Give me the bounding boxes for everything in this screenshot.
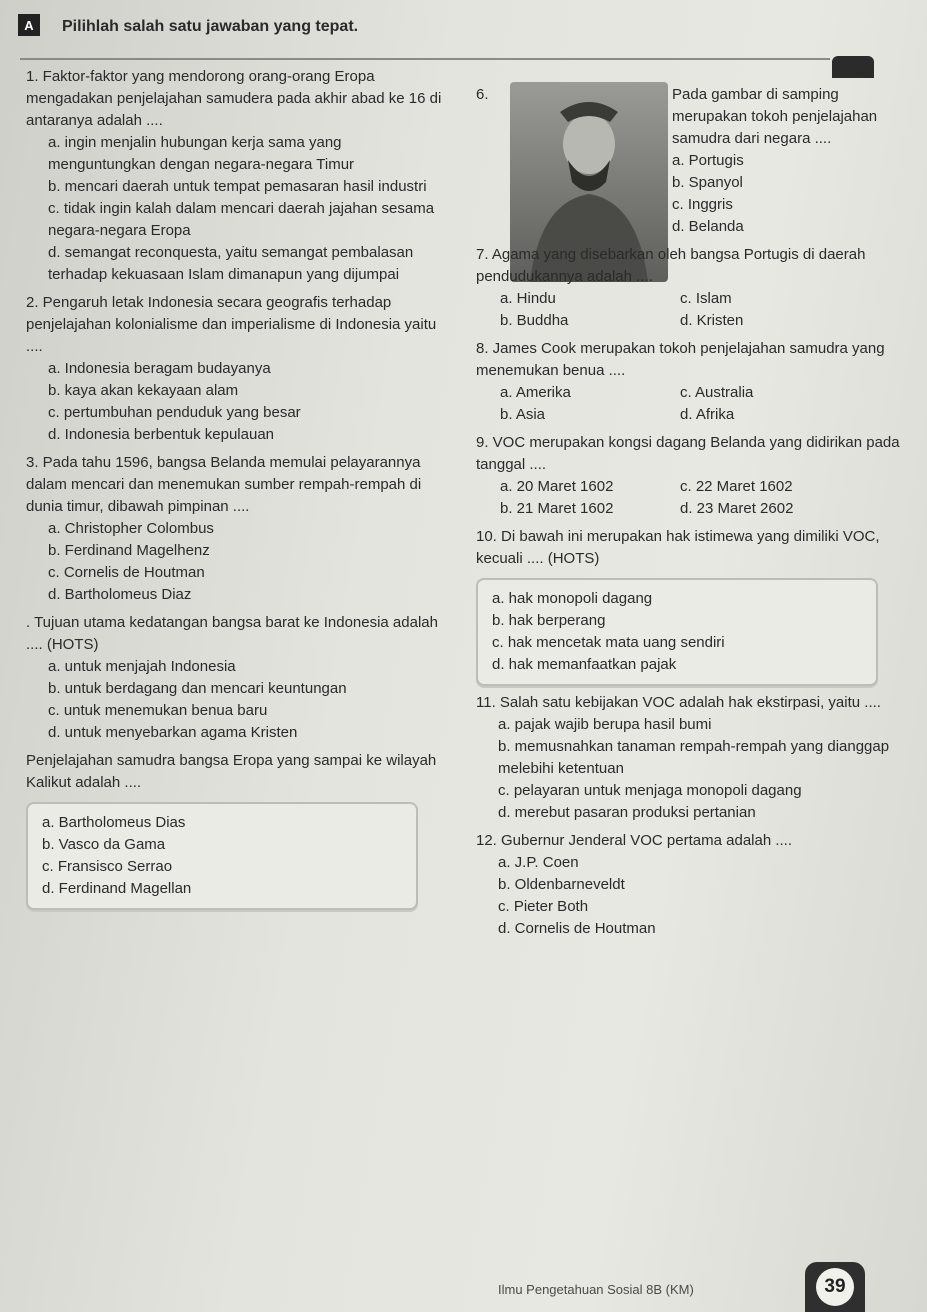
- page-number: 39: [816, 1268, 854, 1306]
- question-8-stem: 8. James Cook merupakan tokoh penjelajahan samudra yang menemukan benua ....: [476, 340, 885, 379]
- page-number-tab: [805, 1262, 865, 1312]
- question-10-option-d[interactable]: d. hak memanfaatkan pajak: [492, 656, 677, 673]
- question-11-option-b[interactable]: b. memusnahkan tanaman rempah-rempah yang dianggap melebihi ketentuan: [498, 738, 890, 777]
- question-10-stem: 10. Di bawah ini merupakan hak istimewa yang dimiliki VOC, kecuali .... (HOTS): [476, 528, 880, 567]
- question-12-option-d[interactable]: d. Cornelis de Houtman: [498, 920, 656, 937]
- question-1-stem: 1. Faktor-faktor yang mendorong orang-orang Eropa mengadakan penjelajahan samudera pada akhir abad ke 16 di antaranya adalah ....: [26, 68, 442, 129]
- question-11-option-a[interactable]: a. pajak wajib berupa hasil bumi: [498, 716, 712, 733]
- question-9-stem: 9. VOC merupakan kongsi dagang Belanda yang didirikan pada tanggal ....: [476, 434, 900, 473]
- question-3-option-d[interactable]: d. Bartholomeus Diaz: [48, 586, 192, 603]
- question-7-option-c[interactable]: c. Islam: [680, 290, 732, 307]
- question-5-stem: Penjelajahan samudra bangsa Eropa yang sampai ke wilayah Kalikut adalah ....: [26, 752, 437, 791]
- instruction-title: Pilihlah salah satu jawaban yang tepat.: [62, 18, 359, 35]
- question-1: [26, 66, 446, 286]
- question-9: [476, 432, 916, 520]
- question-4-option-b[interactable]: b. untuk berdagang dan mencari keuntungan: [48, 680, 347, 697]
- question-4: [26, 612, 446, 744]
- question-2: [26, 292, 446, 446]
- question-6-number: 6.: [476, 86, 489, 103]
- question-12-option-b[interactable]: b. Oldenbarneveldt: [498, 876, 625, 893]
- question-3: [26, 452, 446, 606]
- question-6: [476, 84, 916, 238]
- question-11-option-c[interactable]: c. pelayaran untuk menjaga monopoli dagang: [498, 782, 802, 799]
- question-6-option-d[interactable]: d. Belanda: [672, 218, 744, 235]
- question-10-option-b[interactable]: b. hak berperang: [492, 612, 606, 629]
- question-11-option-d[interactable]: d. merebut pasaran produksi pertanian: [498, 804, 756, 821]
- question-8: [476, 338, 916, 426]
- question-7: [476, 244, 916, 332]
- question-5-option-d[interactable]: d. Ferdinand Magellan: [42, 880, 192, 897]
- question-10: [476, 526, 916, 686]
- question-1-option-d[interactable]: d. semangat reconquesta, yaitu semangat pembalasan terhadap kekuasaan Islam dimanapun yang dijumpai: [48, 244, 414, 283]
- question-12-option-a[interactable]: a. J.P. Coen: [498, 854, 579, 871]
- question-6-option-c[interactable]: c. Inggris: [672, 196, 733, 213]
- question-9-option-c[interactable]: c. 22 Maret 1602: [680, 478, 793, 495]
- question-4-option-c[interactable]: c. untuk menemukan benua baru: [48, 702, 268, 719]
- question-5-options-box: [26, 802, 418, 910]
- question-3-option-b[interactable]: b. Ferdinand Magelhenz: [48, 542, 210, 559]
- question-4-option-d[interactable]: d. untuk menyebarkan agama Kristen: [48, 724, 298, 741]
- question-6-stem: Pada gambar di samping merupakan tokoh penjelajahan samudra dari negara ....: [672, 86, 878, 147]
- question-4-option-a[interactable]: a. untuk menjajah Indonesia: [48, 658, 236, 675]
- question-10-option-c[interactable]: c. hak mencetak mata uang sendiri: [492, 634, 725, 651]
- question-8-option-d[interactable]: d. Afrika: [680, 406, 735, 423]
- section-badge: A: [18, 14, 40, 36]
- question-9-option-b[interactable]: b. 21 Maret 1602: [500, 500, 614, 517]
- question-5-option-c[interactable]: c. Fransisco Serrao: [42, 858, 173, 875]
- question-2-option-d[interactable]: d. Indonesia berbentuk kepulauan: [48, 426, 275, 443]
- header-rule: [20, 58, 830, 60]
- question-11: [476, 692, 916, 824]
- question-8-option-a[interactable]: a. Amerika: [500, 384, 571, 401]
- question-12-stem: 12. Gubernur Jenderal VOC pertama adalah ....: [476, 832, 793, 849]
- question-12-option-c[interactable]: c. Pieter Both: [498, 898, 589, 915]
- corner-tab: [832, 56, 874, 78]
- question-3-stem: 3. Pada tahu 1596, bangsa Belanda memulai pelayarannya dalam mencari dan menemukan sumber rempah-rempah di dunia timur, dibawah pimpinan ....: [26, 454, 422, 515]
- left-column: [26, 66, 446, 916]
- question-7-option-b[interactable]: b. Buddha: [500, 312, 569, 329]
- question-5: [26, 750, 446, 910]
- question-8-option-c[interactable]: c. Australia: [680, 384, 754, 401]
- question-2-option-a[interactable]: a. Indonesia beragam budayanya: [48, 360, 271, 377]
- question-10-option-a[interactable]: a. hak monopoli dagang: [492, 590, 653, 607]
- question-1-option-a[interactable]: a. ingin menjalin hubungan kerja sama yang menguntungkan dengan negara-negara Timur: [48, 134, 355, 173]
- question-8-option-b[interactable]: b. Asia: [500, 406, 546, 423]
- question-7-option-a[interactable]: a. Hindu: [500, 290, 556, 307]
- question-6-option-b[interactable]: b. Spanyol: [672, 174, 743, 191]
- question-3-option-c[interactable]: c. Cornelis de Houtman: [48, 564, 205, 581]
- question-6-option-a[interactable]: a. Portugis: [672, 152, 744, 169]
- question-12: [476, 830, 916, 940]
- question-9-option-d[interactable]: d. 23 Maret 2602: [680, 500, 794, 517]
- question-1-option-b[interactable]: b. mencari daerah untuk tempat pemasaran hasil industri: [48, 178, 427, 195]
- right-column: [476, 84, 916, 946]
- question-2-option-b[interactable]: b. kaya akan kekayaan alam: [48, 382, 239, 399]
- question-5-option-b[interactable]: b. Vasco da Gama: [42, 836, 166, 853]
- question-2-stem: 2. Pengaruh letak Indonesia secara geografis terhadap penjelajahan kolonialisme dan imperialisme di Indonesia yaitu ....: [26, 294, 437, 355]
- question-11-stem: 11. Salah satu kebijakan VOC adalah hak ekstirpasi, yaitu ....: [476, 694, 881, 711]
- book-title-footer: Ilmu Pengetahuan Sosial 8B (KM): [498, 1282, 694, 1297]
- question-9-option-a[interactable]: a. 20 Maret 1602: [500, 478, 614, 495]
- question-7-stem: 7. Agama yang disebarkan oleh bangsa Portugis di daerah pendudukannya adalah ....: [476, 246, 866, 285]
- question-2-option-c[interactable]: c. pertumbuhan penduduk yang besar: [48, 404, 301, 421]
- question-3-option-a[interactable]: a. Christopher Colombus: [48, 520, 214, 537]
- question-10-options-box: [476, 578, 878, 686]
- question-1-option-c[interactable]: c. tidak ingin kalah dalam mencari daerah jajahan sesama negara-negara Eropa: [48, 200, 435, 239]
- question-4-stem: . Tujuan utama kedatangan bangsa barat ke Indonesia adalah .... (HOTS): [26, 614, 438, 653]
- question-5-option-a[interactable]: a. Bartholomeus Dias: [42, 814, 186, 831]
- question-7-option-d[interactable]: d. Kristen: [680, 312, 744, 329]
